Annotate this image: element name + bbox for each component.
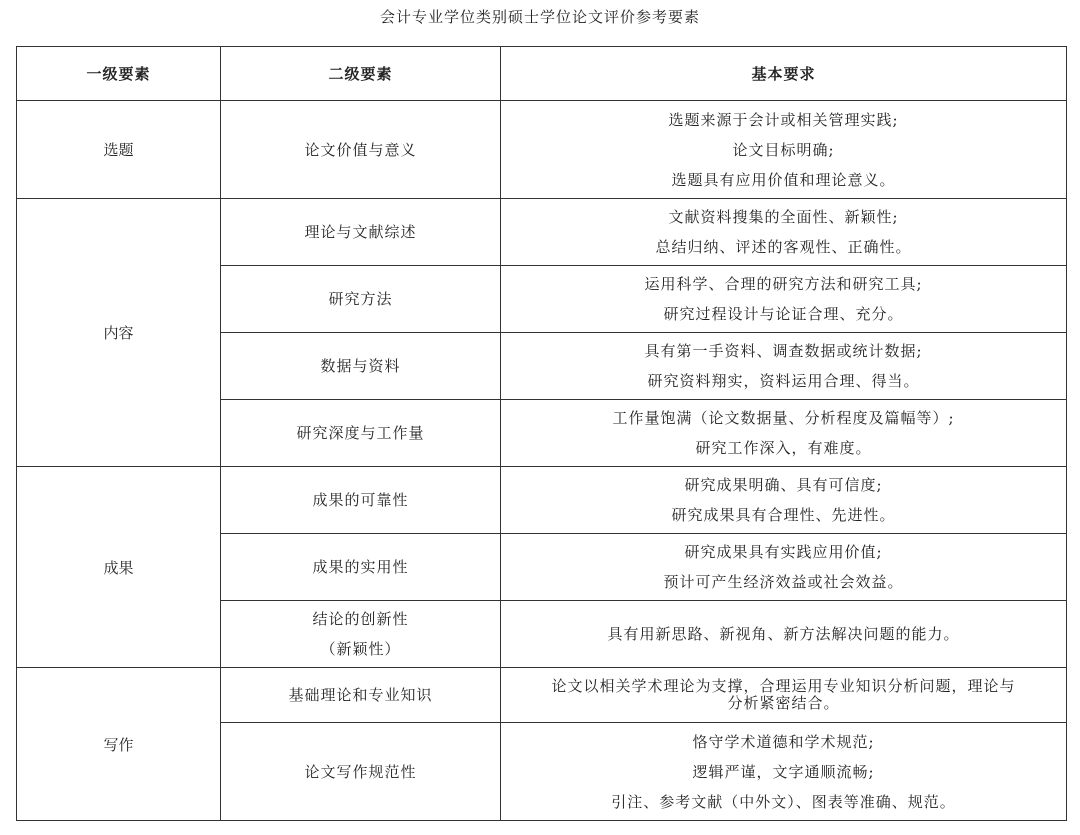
level2-cell [221,199,501,266]
level1-cell: 选题 [17,101,221,199]
document-title: 会计专业学位类别硕士学位论文评价参考要素 [379,8,700,26]
level2-label: 数据与资料 [320,357,401,375]
requirement-cell [501,668,1067,723]
table-row [17,467,1067,534]
requirement-line: 研究工作深入，有难度。 [695,439,872,457]
requirement-cell [501,400,1067,467]
requirement-line: 运用科学、合理的研究方法和研究工具; [644,275,923,293]
header-requirements: 基本要求 [501,47,1067,101]
requirement-cell [501,333,1067,400]
level2-cell [221,333,501,400]
level2-cell [221,266,501,333]
level1-cell: 成果 [17,467,221,668]
level2-label: 成果的可靠性 [312,491,409,509]
level2-label: 理论与文献综述 [304,223,417,241]
requirement-line: 引注、参考文献（中外文）、图表等准确、规范。 [611,792,956,811]
level2-label: 研究方法 [328,290,393,308]
level1-cell: 写作 [17,668,221,821]
table-row [17,668,1067,723]
table-row [17,199,1067,266]
level2-cell [221,601,501,668]
requirement-cell [501,199,1067,266]
requirement-line: 研究过程设计与论证合理、充分。 [663,305,904,323]
header-level2: 二级要素 [221,47,501,101]
level2-cell [221,101,501,199]
requirement-line: 具有第一手资料、调查数据或统计数据; [644,342,923,360]
requirement-line: 研究成果具有实践应用价值; [684,543,883,561]
requirement-line: 论文目标明确; [732,140,835,159]
requirement-line: 预计可产生经济效益或社会效益。 [663,573,904,591]
header-row [17,47,1067,101]
level2-cell [221,723,501,821]
requirement-cell [501,723,1067,821]
level2-cell [221,467,501,534]
requirement-cell [501,534,1067,601]
requirement-line: 总结归纳、评述的客观性、正确性。 [655,238,912,256]
requirement-line: 研究成果具有合理性、先进性。 [671,506,896,524]
requirement-cell [501,601,1067,668]
level2-label: 结论的创新性 [312,610,409,628]
requirement-line: 研究成果明确、具有可信度; [684,476,883,494]
requirement-line: 分析紧密结合。 [727,694,840,712]
level2-cell [221,668,501,723]
level2-label: 论文价值与意义 [304,140,417,159]
requirement-cell [501,266,1067,333]
header-level1: 一级要素 [17,47,221,101]
requirement-cell [501,467,1067,534]
requirement-line: 选题来源于会计或相关管理实践; [668,110,899,129]
requirement-line: 论文以相关学术理论为支撑，合理运用专业知识分析问题，理论与 [551,677,1016,695]
table-row [17,101,1067,199]
level2-label: 论文写作规范性 [304,762,417,781]
level2-label: 成果的实用性 [312,558,409,576]
evaluation-table [16,46,1067,821]
requirement-line: 选题具有应用价值和理论意义。 [671,170,896,189]
requirement-cell [501,101,1067,199]
level1-cell: 内容 [17,199,221,467]
requirement-line: 文献资料搜集的全面性、新颖性; [668,208,899,226]
level2-label: 研究深度与工作量 [296,424,425,442]
requirement-line: 恪守学术道德和学术规范; [692,732,875,751]
requirement-line: 工作量饱满（论文数据量、分析程度及篇幅等）; [612,409,955,427]
level2-cell [221,400,501,467]
level2-cell [221,534,501,601]
level2-label: 基础理论和专业知识 [288,686,433,704]
requirement-line: 研究资料翔实，资料运用合理、得当。 [647,372,920,390]
requirement-line: 具有用新思路、新视角、新方法解决问题的能力。 [607,625,960,643]
level2-label: （新颖性） [320,640,401,658]
requirement-line: 逻辑严谨，文字通顺流畅; [692,762,875,781]
